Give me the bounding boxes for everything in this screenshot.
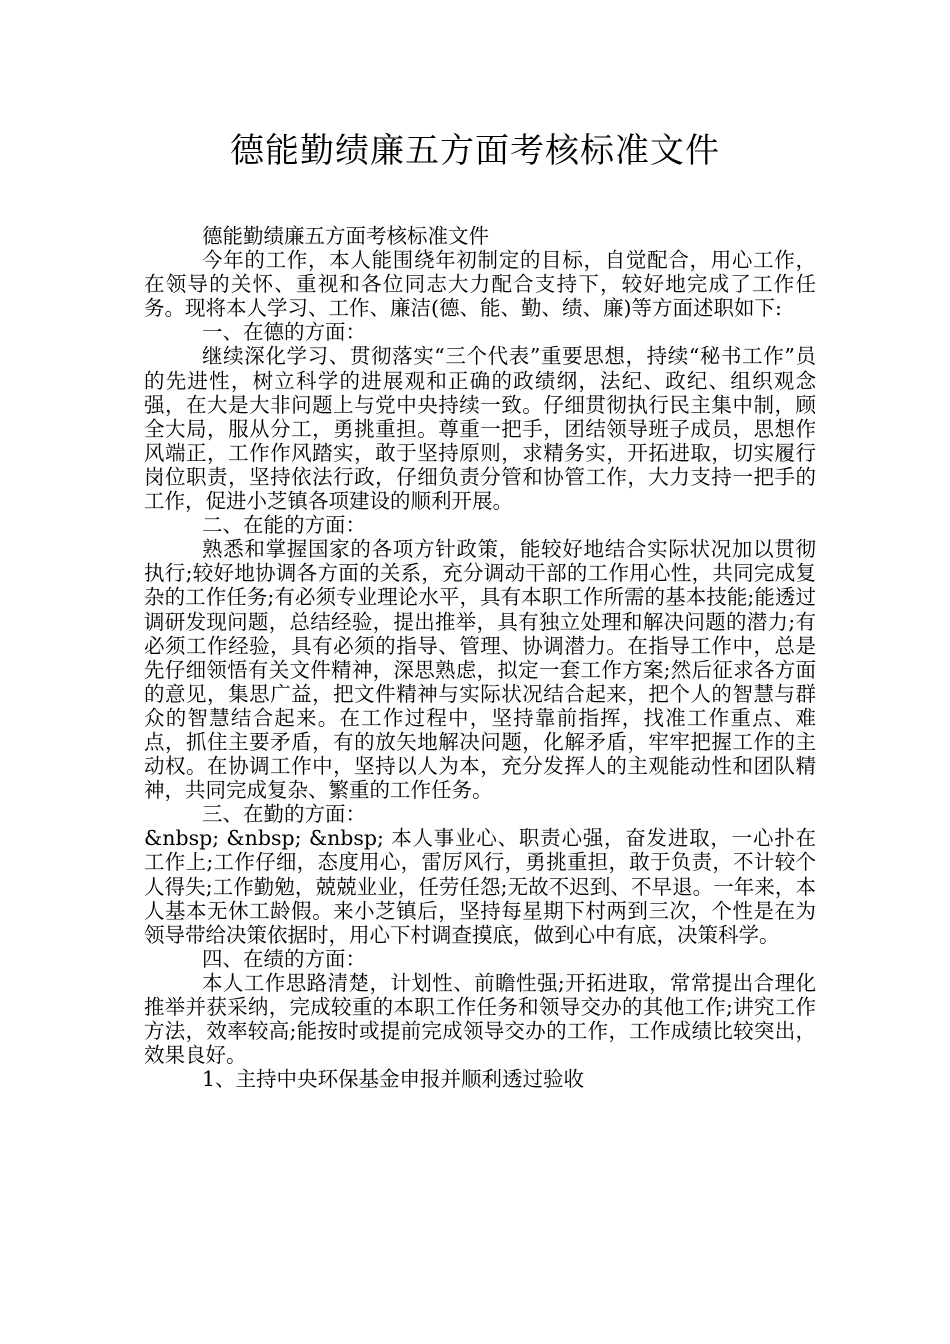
- section-heading-ji: 四、在绩的方面：: [202, 946, 366, 971]
- section-paragraph-qin: &nbsp; &nbsp; &nbsp; 本人事业心、职责心强，奋发进取，一心扑在工作上;工作仔细，态度用心，雷厉风行，勇挑重担，敢于负责，不计较个人得失;工作勤勉，兢兢业业，任劳任怨;无故不迟到、不早退。一年来，本人基本无休工龄假。来小芝镇后，坚持每星期下村两到三次，个性是在为领导带给决策依据时，用心下村调查摸底，做到心中有底，决策科学。: [144, 826, 816, 947]
- section-heading-de: 一、在德的方面：: [202, 320, 366, 345]
- document-body: [144, 224, 816, 1091]
- subtitle-paragraph: 德能勤绩廉五方面考核标准文件: [202, 224, 489, 248]
- section-paragraph-de: 继续深化学习、贯彻落实“三个代表”重要思想，持续“秘书工作”员的先进性，树立科学的进展观和正确的政绩纲，法纪、政纪、组织观念强，在大是大非问题上与党中央持续一致。仔细贯彻执行民主集中制，顾全大局，服从分工，勇挑重担。尊重一把手，团结领导班子成员，思想作风端正，工作作风踏实，敢于坚持原则，求精务实，开拓进取，切实履行岗位职责，坚持依法行政，仔细负责分管和协管工作，大力支持一把手的工作，促进小芝镇各项建设的顺利开展。: [144, 344, 816, 514]
- section-paragraph-neng: 熟悉和掌握国家的各项方针政策，能较好地结合实际状况加以贯彻执行;较好地协调各方面的关系，充分调动干部的工作用心性，共同完成复杂的工作任务;有必须专业理论水平，具有本职工作所需的基本技能;能透过调研发现问题，总结经验，提出推举，具有独立处理和解决问题的潜力;有必须工作经验，具有必须的指导、管理、协调潜力。在指导工作中，总是先仔细领悟有关文件精神，深思熟虑，拟定一套工作方案;然后征求各方面的意见，集思广益，把文件精神与实际状况结合起来，把个人的智慧与群众的智慧结合起来。在工作过程中，坚持靠前指挥，找准工作重点、难点，抓住主要矛盾，有的放矢地解决问题，化解矛盾，牢牢把握工作的主动权。在协调工作中，坚持以人为本，充分发挥人的主观能动性和团队精神，共同完成复杂、繁重的工作任务。: [144, 537, 816, 803]
- list-item-1: 1、主持中央环保基金申报并顺利透过验收: [202, 1067, 585, 1092]
- intro-paragraph: 今年的工作，本人能围绕年初制定的目标，自觉配合，用心工作，在领导的关怀、重视和各位同志大力配合支持下，较好地完成了工作任务。现将本人学习、工作、廉洁(德、能、勤、绩、廉)等方面述职如下:: [144, 248, 816, 321]
- section-heading-qin: 三、在勤的方面：: [202, 802, 366, 827]
- document-title: 德能勤绩廉五方面考核标准文件: [230, 131, 720, 171]
- section-heading-neng: 二、在能的方面：: [202, 513, 366, 538]
- section-paragraph-ji: 本人工作思路清楚，计划性、前瞻性强;开拓进取，常常提出合理化推举并获采纳，完成较重的本职工作任务和领导交办的其他工作;讲究工作方法，效率较高;能按时或提前完成领导交办的工作，工作成绩比较突出，效果良好。: [144, 970, 816, 1068]
